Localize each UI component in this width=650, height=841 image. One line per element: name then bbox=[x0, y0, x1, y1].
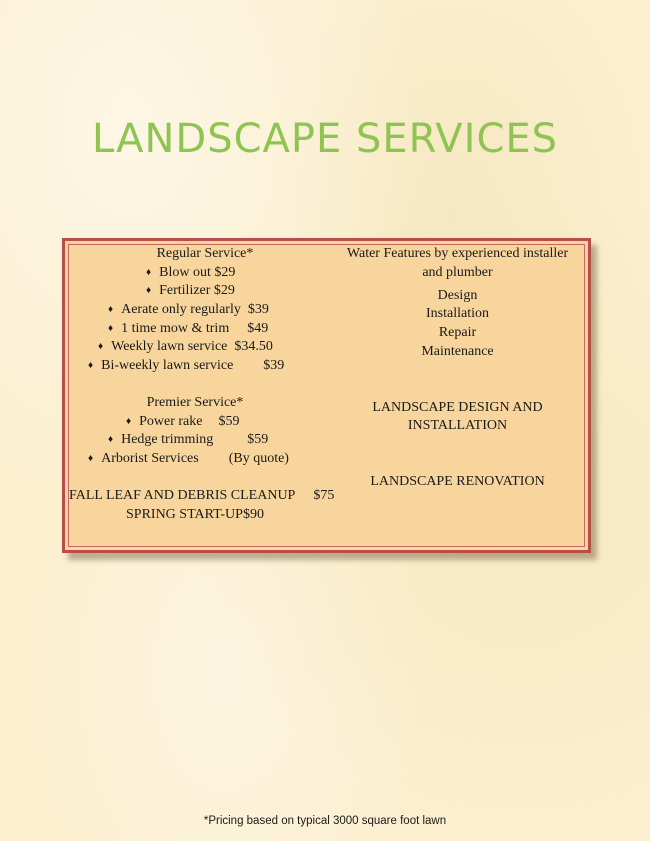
spring-startup-item: SPRING START-UP$90 bbox=[126, 507, 264, 522]
diamond-bullet-icon: ♦ bbox=[108, 323, 114, 334]
list-item-power-rake: ♦ Power rake $59 bbox=[126, 414, 240, 429]
regular-service-heading: Regular Service* bbox=[156, 246, 254, 261]
list-item-weekly-lawn: ♦ Weekly lawn service $34.50 bbox=[98, 339, 273, 354]
pricing-footnote: *Pricing based on typical 3000 square foot lawn bbox=[203, 815, 447, 827]
water-features-heading-line1: Water Features by experienced installer bbox=[346, 246, 569, 261]
diamond-bullet-icon: ♦ bbox=[88, 360, 94, 371]
diamond-bullet-icon: ♦ bbox=[108, 434, 114, 445]
list-item-mow-trim: ♦ 1 time mow & trim $49 bbox=[108, 321, 269, 336]
water-item-maintenance: Maintenance bbox=[421, 344, 494, 359]
page-title: LANDSCAPE SERVICES bbox=[91, 116, 559, 162]
diamond-bullet-icon: ♦ bbox=[126, 416, 132, 427]
list-item-aerate: ♦ Aerate only regularly $39 bbox=[108, 302, 269, 317]
list-item-fertilizer: ♦ Fertilizer $29 bbox=[146, 283, 235, 298]
water-features-heading-line2: and plumber bbox=[422, 265, 493, 280]
list-item-arborist: ♦ Arborist Services (By quote) bbox=[88, 451, 289, 466]
fall-cleanup-item: FALL LEAF AND DEBRIS CLEANUP $75 bbox=[69, 488, 335, 503]
list-item-biweekly-lawn: ♦ Bi-weekly lawn service $39 bbox=[88, 358, 285, 373]
water-item-installation: Installation bbox=[426, 306, 489, 321]
premier-service-heading: Premier Service* bbox=[146, 395, 244, 410]
diamond-bullet-icon: ♦ bbox=[146, 285, 152, 296]
water-item-repair: Repair bbox=[438, 325, 477, 340]
diamond-bullet-icon: ♦ bbox=[98, 341, 104, 352]
landscape-renovation: LANDSCAPE RENOVATION bbox=[370, 474, 545, 489]
landscape-design-line2: INSTALLATION bbox=[407, 418, 508, 433]
list-item-hedge-trimming: ♦ Hedge trimming $59 bbox=[108, 432, 269, 447]
landscape-design-line1: LANDSCAPE DESIGN AND bbox=[372, 400, 543, 415]
list-item-blow-out: ♦ Blow out $29 bbox=[146, 265, 236, 280]
diamond-bullet-icon: ♦ bbox=[108, 304, 114, 315]
water-item-design: Design bbox=[437, 288, 478, 303]
diamond-bullet-icon: ♦ bbox=[146, 267, 152, 278]
diamond-bullet-icon: ♦ bbox=[88, 453, 94, 464]
